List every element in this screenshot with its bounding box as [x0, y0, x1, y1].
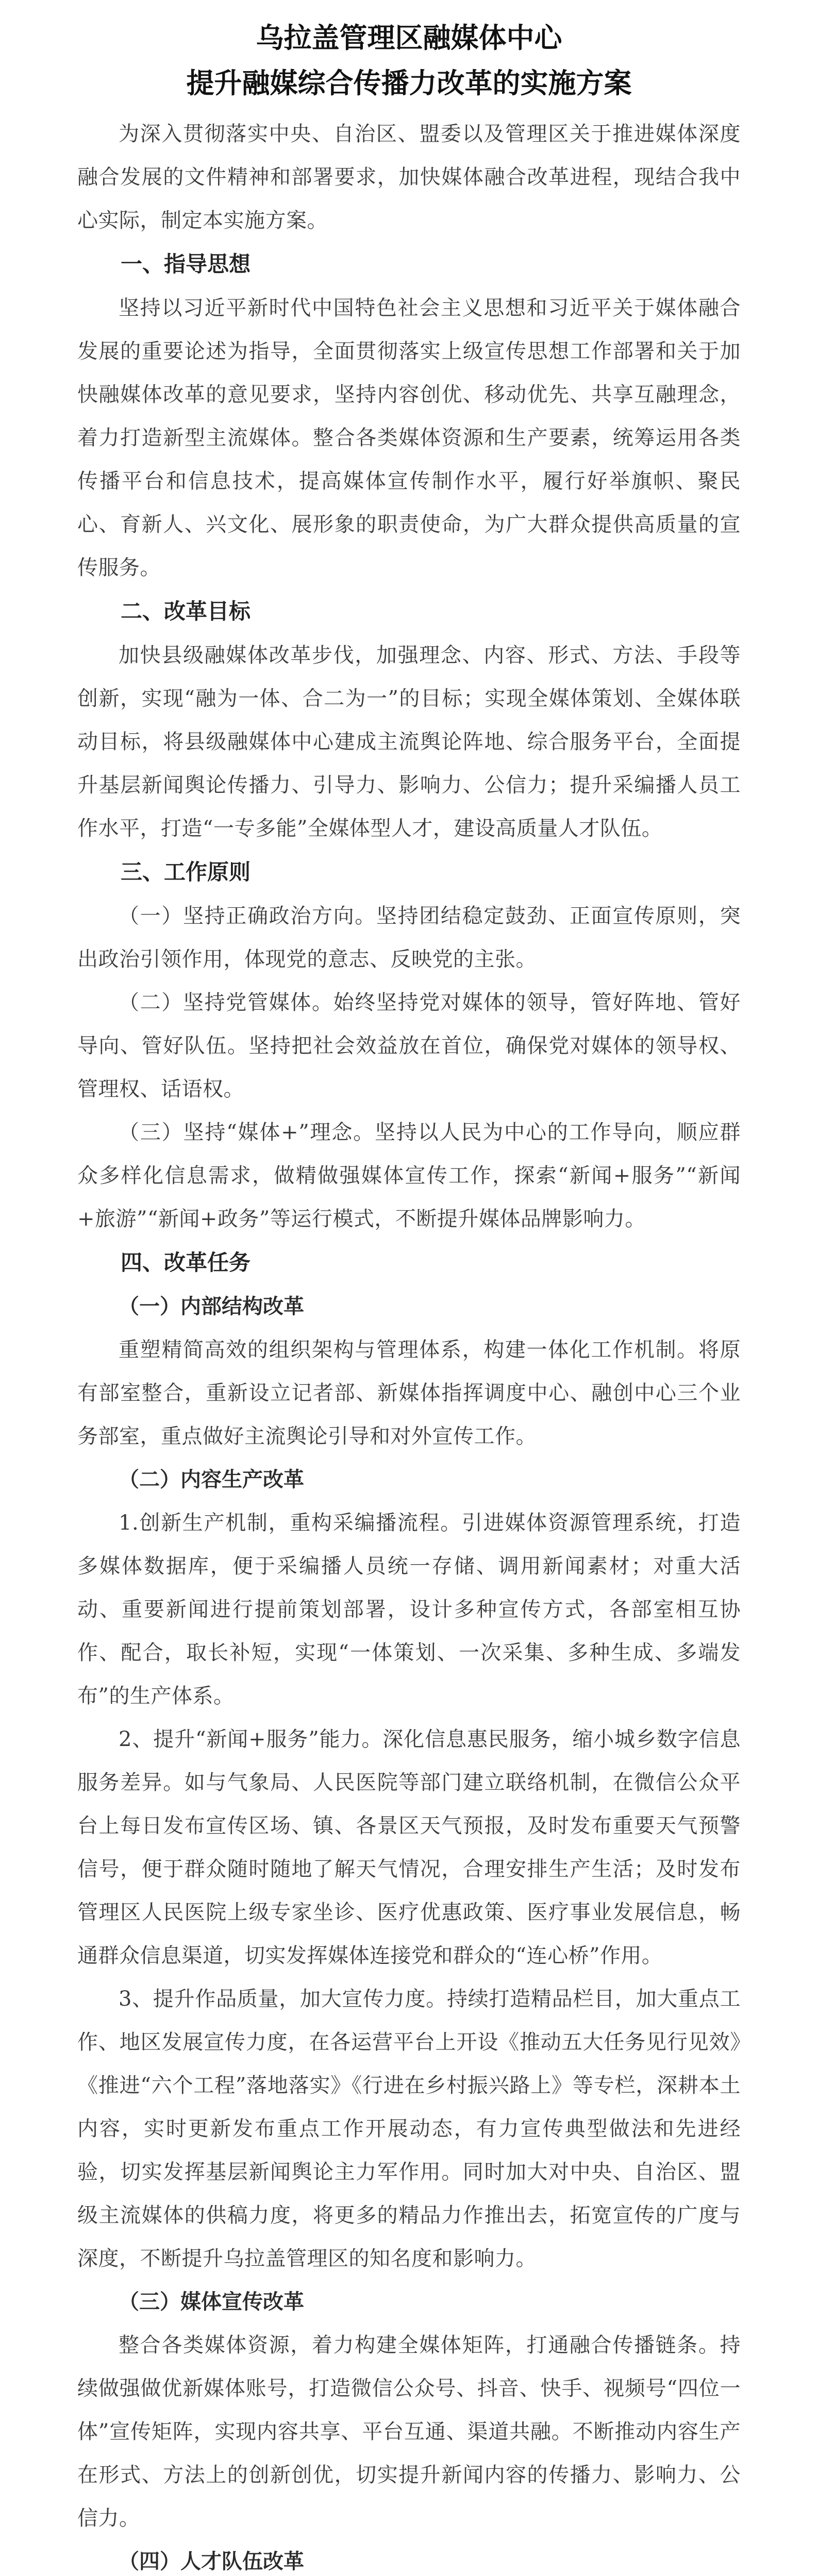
intro-paragraph: 为深入贯彻落实中央、自治区、盟委以及管理区关于推进媒体深度融合发展的文件精神和部署要求，加快媒体融合改革进程，现结合我中心实际，制定本实施方案。: [77, 122, 741, 232]
paragraph: 2、提升“新闻+服务”能力。深化信息惠民服务，缩小城乡数字信息服务差异。如与气象局、人民医院等部门建立联络机制，在微信公众平台上每日发布宣传区场、镇、各景区天气预报，及时发布重要天气预警信号，便于群众随时随地了解天气情况，合理安排生产生活；及时发布管理区人民医院上级专家坐诊、医疗优惠政策、医疗事业发展信息，畅通群众信息渠道，切实发挥媒体连接党和群众的“连心桥”作用。: [77, 1727, 741, 1968]
section-heading-guiding-ideology: 一、指导思想: [121, 251, 251, 277]
section-heading-reform-goals: 二、改革目标: [121, 599, 251, 624]
section-heading-work-principles: 三、工作原则: [121, 859, 251, 885]
paragraph: 1.创新生产机制，重构采编播流程。引进媒体资源管理系统，打造多媒体数据库，便于采编播人员统一存储、调用新闻素材；对重大活动、重要新闻进行提前策划部署，设计多种宣传方式，各部室相互协作、配合，取长补短，实现“一体策划、一次采集、多种生成、多端发布”的生产体系。: [77, 1511, 741, 1708]
paragraph: 重塑精简高效的组织架构与管理体系，构建一体化工作机制。将原有部室整合，重新设立记者部、新媒体指挥调度中心、融创中心三个业务部室，重点做好主流舆论引导和对外宣传工作。: [77, 1338, 741, 1448]
paragraph: （二）坚持党管媒体。始终坚持党对媒体的领导，管好阵地、管好导向、管好队伍。坚持把社会效益放在首位，确保党对媒体的领导权、管理权、话语权。: [77, 991, 741, 1101]
title-block: [77, 15, 741, 106]
document-title-line2: 提升融媒综合传播力改革的实施方案: [186, 67, 632, 99]
paragraph: 坚持以习近平新时代中国特色社会主义思想和习近平关于媒体融合发展的重要论述为指导，全面贯彻落实上级宣传思想工作部署和关于加快融媒体改革的意见要求，坚持内容创优、移动优先、共享互融理念，着力打造新型主流媒体。整合各类媒体资源和生产要素，统筹运用各类传播平台和信息技术，提高媒体宣传制作水平，履行好举旗帜、聚民心、育新人、兴文化、展形象的职责使命，为广大群众提供高质量的宣传服务。: [77, 296, 741, 580]
document-title-line1: 乌拉盖管理区融媒体中心: [256, 22, 562, 54]
subsection-heading-media-publicity: （三）媒体宣传改革: [119, 2290, 304, 2314]
section-heading-reform-tasks: 四、改革任务: [121, 1250, 251, 1275]
paragraph: （三）坚持“媒体+”理念。坚持以人民为中心的工作导向，顺应群众多样化信息需求，做精做强媒体宣传工作，探索“新闻+服务”“新闻+旅游”“新闻+政务”等运行模式，不断提升媒体品牌影响力。: [77, 1121, 741, 1231]
subsection-heading-internal-structure: （一）内部结构改革: [119, 1295, 304, 1318]
paragraph: 加快县级融媒体改革步伐，加强理念、内容、形式、方法、手段等创新，实现“融为一体、合二为一”的目标；实现全媒体策划、全媒体联动目标，将县级融媒体中心建成主流舆论阵地、综合服务平台，全面提升基层新闻舆论传播力、引导力、影响力、公信力；提升采编播人员工作水平，打造“一专多能”全媒体型人才，建设高质量人才队伍。: [77, 643, 741, 840]
subsection-heading-talent-team: （四）人才队伍改革: [119, 2550, 304, 2573]
subsection-heading-content-production: （二）内容生产改革: [119, 1468, 304, 1492]
paragraph: 整合各类媒体资源，着力构建全媒体矩阵，打通融合传播链条。持续做强做优新媒体账号，打造微信公众号、抖音、快手、视频号“四位一体”宣传矩阵，实现内容共享、平台互通、渠道共融。不断推动内容生产在形式、方法上的创新创优，切实提升新闻内容的传播力、影响力、公信力。: [77, 2333, 741, 2530]
paragraph: 3、提升作品质量，加大宣传力度。持续打造精品栏目，加大重点工作、地区发展宣传力度，在各运营平台上开设《推动五大任务见行见效》《推进“六个工程”落地落实》《行进在乡村振兴路上》等专栏，深耕本土内容，实时更新发布重点工作开展动态，有力宣传典型做法和先进经验，切实发挥基层新闻舆论主力军作用。同时加大对中央、自治区、盟级主流媒体的供稿力度，将更多的精品力作推出去，拓宽宣传的广度与深度，不断提升乌拉盖管理区的知名度和影响力。: [77, 1987, 741, 2270]
paragraph: （一）坚持正确政治方向。坚持团结稳定鼓劲、正面宣传原则，突出政治引领作用，体现党的意志、反映党的主张。: [77, 904, 741, 971]
